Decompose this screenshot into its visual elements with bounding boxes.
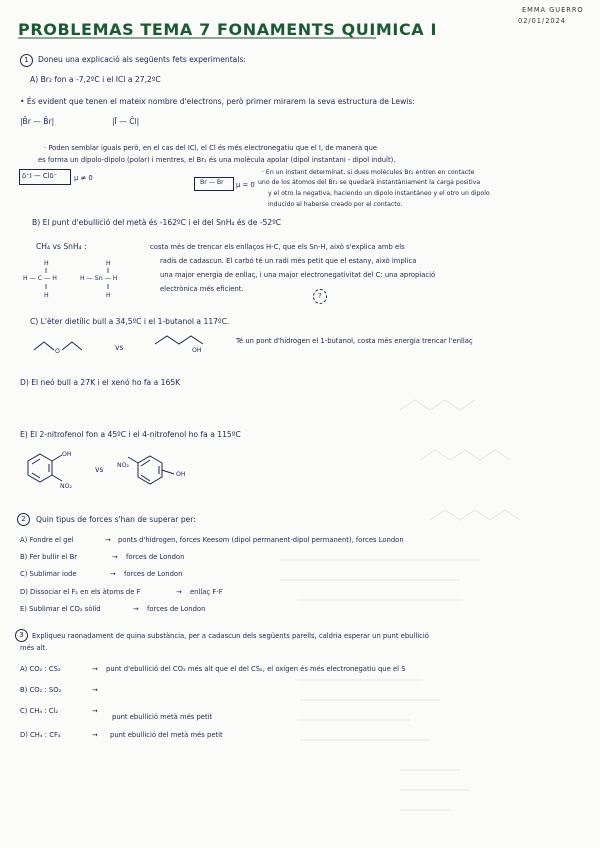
p1a-note1: · Poden semblar iguals però, en el cas del ICl, el Cl és més electronegatiu que el I, de manera que xyxy=(44,144,378,152)
p1c-expl: Té un pont d'hidrogen el 1-butanol, costa més energia trencar l'enllaç xyxy=(236,337,473,345)
p1d-statement: D) El neó bull a 27K i el xenó ho fa a 165K xyxy=(20,378,181,387)
page-title: PROBLEMAS TEMA 7 FONAMENTS QUIMICA I xyxy=(18,20,438,39)
problem-1-number: 1 xyxy=(20,54,33,67)
problem-3-prompt-1: Expliqueu raonadament de quina substància, per a cadascun dels següents parells, caldria esperar un punt ebullició xyxy=(32,632,429,640)
p2e-arrow: → xyxy=(133,605,139,613)
problem-1-prompt: Doneu una explicació als següents fets experimentals: xyxy=(38,55,246,64)
br2-mu: μ = 0 xyxy=(236,181,255,189)
p2a-answer: ponts d'hidrogen, forces Keesom (dipol permanent-dipol permanent), forces London xyxy=(118,536,404,544)
p3c-answer: punt ebullició metà més petit xyxy=(112,713,213,721)
ortho-oh: OH xyxy=(62,451,72,458)
question-mark-note: ? xyxy=(313,289,327,304)
p1b-expl1: costa més de trencar els enllaços H-C, que els Sn-H, això s'explica amb els xyxy=(150,243,405,251)
p1b-expl2: radis de cadascun. El carbó té un radi més petit que el estany, això implica xyxy=(160,257,417,265)
problem-2-prompt: Quin tipus de forces s'han de superar per: xyxy=(36,515,196,524)
p1a-note2: es forma un dipolo-dipolo (polar) i mentres, el Br₂ és una molècula apolar (dipol instantani - dipol induït). xyxy=(38,156,396,164)
p3b-arrow: → xyxy=(92,686,98,694)
p1e-statement: E) El 2-nitrofenol fon a 45ºC i el 4-nitrofenol ho fa a 115ºC xyxy=(20,430,241,439)
p1a-side3: y el otro la negativa, haciendo un dipolo instantáneo y el otro un dipolo xyxy=(268,190,490,197)
p1b-expl3: una major energia de enllaç, i una major electronegativitat del C: una apropiació xyxy=(160,271,436,279)
p2a-question: A) Fondre el gel xyxy=(20,536,74,544)
p1a-side2: uno de los átomos del Br₂ se quedarà instantàniament la carga positiva xyxy=(258,179,481,186)
p3d-question: D) CH₄ : CF₄ xyxy=(20,731,61,739)
p2d-question: D) Dissociar el F₂ en els àtoms de F xyxy=(20,588,141,596)
p1c-statement: C) L'èter dietílic bull a 34,5ºC i el 1-butanol a 117ºC. xyxy=(30,317,230,326)
snh4-h-top: H xyxy=(106,260,111,267)
ortho-no2: NO₂ xyxy=(60,483,72,490)
snh4-h-bottom: H xyxy=(106,292,111,299)
p2b-question: B) Fer bullir el Br xyxy=(20,553,78,561)
p2e-answer: forces de London xyxy=(147,605,206,613)
p3a-question: A) CO₂ : CS₂ xyxy=(20,665,61,673)
p3c-arrow: → xyxy=(92,707,98,715)
p2a-arrow: → xyxy=(105,536,111,544)
lewis-icl: |Ī — C̄l| xyxy=(112,117,140,126)
p2b-answer: forces de London xyxy=(126,553,185,561)
p2e-question: E) Sublimar el CO₂ sòlid xyxy=(20,605,101,613)
p2c-question: C) Sublimar iode xyxy=(20,570,77,578)
icl-dipole: δ⁺I — Clδ⁻ xyxy=(22,172,58,180)
p3d-arrow: → xyxy=(92,731,98,739)
p3a-arrow: → xyxy=(92,665,98,673)
date: 02/01/2024 xyxy=(518,17,567,25)
p2d-arrow: → xyxy=(176,588,182,596)
p1b-compare: CH₄ vs SnH₄ : xyxy=(36,242,87,251)
p3a-answer: punt d'ebullició del CO₂ més alt que el del CS₂, el oxigen és més electronegatiu que el S xyxy=(106,665,406,673)
p2b-arrow: → xyxy=(112,553,118,561)
para-no2: NO₂ xyxy=(117,462,129,469)
p1a-side4: inducido al haberse creado por el contacto. xyxy=(268,201,403,208)
ch4-structure: H — C — H xyxy=(23,275,57,282)
para-oh: OH xyxy=(176,471,186,478)
p1b-statement: B) El punt d'ebullició del metà és -162ºC i el del SnH₄ és de -52ºC xyxy=(32,218,282,227)
p2d-answer: enllaç F-F xyxy=(190,588,223,596)
problem-2-number: 2 xyxy=(17,513,30,526)
br2-apolar: Br — Br xyxy=(200,179,224,186)
lewis-br2: |B̄r — B̄r| xyxy=(20,117,55,126)
p1a-side1: · En un instant determinat, si dues molècules Br₂ entren en contacte xyxy=(262,169,475,176)
p3c-question: C) CH₄ : Cl₂ xyxy=(20,707,59,715)
p3b-question: B) CO₂ : SO₂ xyxy=(20,686,62,694)
p1a-line1: • És evident que tenen el mateix nombre d'electrons, però primer mirarem la seva estructura de Lewis: xyxy=(20,97,415,106)
icl-mu: μ ≠ 0 xyxy=(74,174,93,182)
problem-3-number: 3 xyxy=(15,629,28,642)
ch4-h-top: H xyxy=(44,260,49,267)
butanol-oh: OH xyxy=(192,347,202,354)
p3d-answer: punt ebullició del metà més petit xyxy=(110,731,223,739)
ether-oxygen: O xyxy=(55,348,60,355)
p1e-vs: vs xyxy=(95,465,104,474)
student-name: EMMA GUERRO xyxy=(522,6,584,14)
p1a-statement: A) Br₂ fon a -7,2ºC i el ICl a 27,2ºC xyxy=(30,75,161,84)
p1b-expl4: electrònica més eficient. xyxy=(160,285,244,293)
p2c-answer: forces de London xyxy=(124,570,183,578)
p2c-arrow: → xyxy=(110,570,116,578)
problem-3-prompt-2: més alt. xyxy=(20,644,48,652)
ch4-h-bottom: H xyxy=(44,292,49,299)
p1c-vs: vs xyxy=(115,343,124,352)
snh4-structure: H — Sn — H xyxy=(80,275,118,282)
